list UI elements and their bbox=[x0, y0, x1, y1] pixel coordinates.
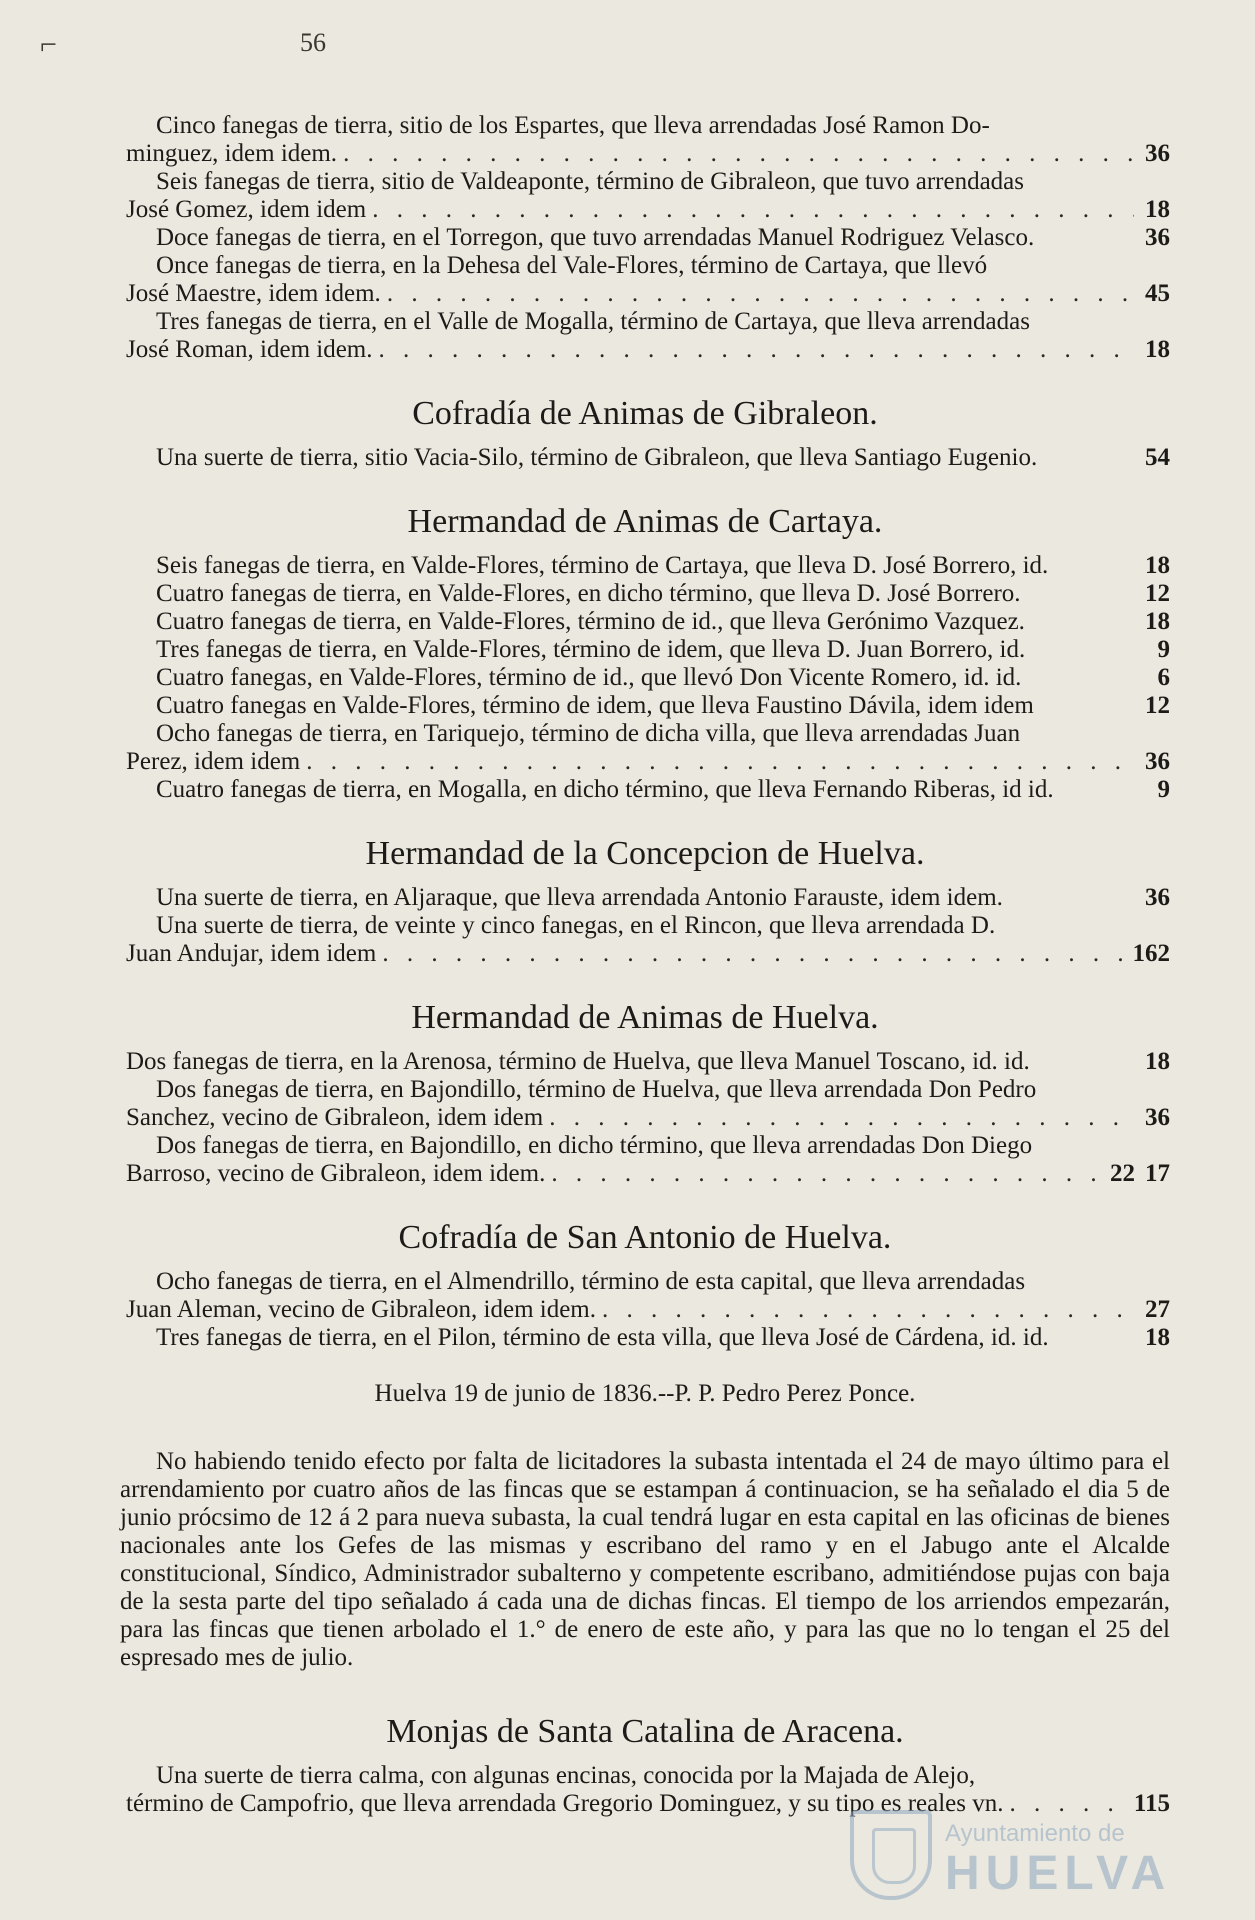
entry-line bbox=[120, 1076, 1170, 1104]
entry-text: Juan Andujar, idem idem bbox=[126, 940, 377, 967]
land-entry bbox=[120, 252, 1170, 308]
land-entry bbox=[120, 884, 1170, 912]
dot-leader bbox=[382, 940, 1126, 968]
land-entry bbox=[120, 1324, 1170, 1352]
dot-leader bbox=[551, 1160, 1099, 1188]
corner-mark: ⌐ bbox=[40, 28, 57, 61]
dot-leader bbox=[549, 1104, 1134, 1132]
entry-text: Dos fanegas de tierra, en la Arenosa, término de Huelva, que lleva Manuel Toscano, id. id. bbox=[126, 1048, 1030, 1075]
entry-line bbox=[120, 636, 1170, 664]
land-entry bbox=[120, 112, 1170, 168]
auction-notice: No habiendo tenido efecto por falta de licitadores la subasta intentada el 24 de mayo último para el arrendamiento por cuatro años de las fincas que se estampan á continuacion, se ha señalado el dia 5 de junio prócsimo de 12 á 2 para nueva subasta, la cual tendrá lugar en esta capital en las oficinas de bienes nacionales ante los Gefes de las mismas y escribano del ramo y en el Jabugo ante el Alcalde constitucional, Síndico, Administrador subalterno y competente escribano, admitiéndose pujas con baja de la sesta parte del tipo señalado á cada una de dichas fincas. El tiempo de los arriendos empezarán, para las fincas que tienen arbolado el 1.° de enero de este año, y para las que no lo tengan el 25 del espresado mes de julio. bbox=[120, 1448, 1170, 1671]
entry-line bbox=[120, 580, 1170, 608]
entry-line bbox=[120, 1762, 1170, 1790]
entry-text: Once fanegas de tierra, en la Dehesa del Vale-Flores, término de Cartaya, que llevó bbox=[156, 252, 988, 279]
entry-line bbox=[120, 1048, 1170, 1076]
land-entry bbox=[120, 308, 1170, 364]
entry-line bbox=[120, 1104, 1170, 1132]
entry-line bbox=[120, 308, 1170, 336]
entry-text: José Maestre, idem idem. bbox=[126, 280, 381, 307]
land-entry bbox=[120, 608, 1170, 636]
entry-line bbox=[120, 748, 1170, 776]
entry-text: Cuatro fanegas de tierra, en Mogalla, en dicho término, que lleva Fernando Riberas, id id. bbox=[156, 776, 1054, 803]
section-heading: Monjas de Santa Catalina de Aracena. bbox=[386, 1713, 904, 1750]
dot-leader bbox=[372, 196, 1134, 224]
entry-amount: 36 bbox=[1145, 1104, 1170, 1131]
entry-amount: 45 bbox=[1145, 280, 1170, 307]
land-entry bbox=[120, 444, 1170, 472]
land-entry bbox=[120, 776, 1170, 804]
entry-line bbox=[120, 444, 1170, 472]
entry-line bbox=[120, 776, 1170, 804]
land-entry bbox=[120, 664, 1170, 692]
entry-line bbox=[120, 1132, 1170, 1160]
entry-line bbox=[120, 280, 1170, 308]
land-entry bbox=[120, 692, 1170, 720]
entry-line bbox=[120, 140, 1170, 168]
entry-text: Ocho fanegas de tierra, en el Almendrillo, término de esta capital, que lleva arrendadas bbox=[156, 1268, 1026, 1295]
entry-text: Barroso, vecino de Gibraleon, idem idem. bbox=[126, 1160, 546, 1187]
section-heading: Cofradía de San Antonio de Huelva. bbox=[398, 1219, 892, 1256]
entry-line bbox=[120, 940, 1170, 968]
entry-line bbox=[120, 884, 1170, 912]
entry-amount: 115 bbox=[1133, 1790, 1170, 1817]
entry-amount: 27 bbox=[1145, 1296, 1170, 1323]
entry-text: Perez, idem idem bbox=[126, 748, 301, 775]
entry-line bbox=[120, 1268, 1170, 1296]
section-heading: Hermandad de la Concepcion de Huelva. bbox=[365, 835, 925, 872]
entry-amount: 18 bbox=[1145, 336, 1170, 363]
entry-text: Cuatro fanegas de tierra, en Valde-Flores, término de id., que lleva Gerónimo Vazquez. bbox=[156, 608, 1025, 635]
entry-text: minguez, idem idem. bbox=[126, 140, 338, 167]
entry-text: Una suerte de tierra calma, con algunas encinas, conocida por la Majada de Alejo, bbox=[156, 1762, 976, 1789]
entry-text: término de Campofrio, que lleva arrendada Gregorio Dominguez, y su tipo es reales vn. bbox=[126, 1790, 1004, 1817]
entry-text: Sanchez, vecino de Gibraleon, idem idem bbox=[126, 1104, 544, 1131]
entry-text: José Roman, idem idem. bbox=[126, 336, 373, 363]
dot-leader bbox=[387, 280, 1134, 308]
entry-amount: 36 bbox=[1145, 140, 1170, 167]
section-heading: Hermandad de Animas de Cartaya. bbox=[407, 503, 883, 540]
document-body bbox=[120, 112, 1170, 1818]
dot-leader bbox=[602, 1296, 1134, 1324]
entry-text: Seis fanegas de tierra, en Valde-Flores, término de Cartaya, que lleva D. José Borrero, id. bbox=[156, 552, 1049, 579]
land-entry bbox=[120, 224, 1170, 252]
entry-amount: 36 bbox=[1145, 884, 1170, 911]
entry-amount: 18 bbox=[1145, 552, 1170, 579]
dot-leader bbox=[343, 140, 1134, 168]
entry-line bbox=[120, 1296, 1170, 1324]
entry-line bbox=[120, 1160, 1170, 1188]
entry-line bbox=[120, 608, 1170, 636]
entry-line bbox=[120, 252, 1170, 280]
entry-amount: 9 bbox=[1157, 776, 1170, 803]
entry-amount: 162 bbox=[1132, 940, 1170, 967]
land-entry bbox=[120, 552, 1170, 580]
entry-line bbox=[120, 664, 1170, 692]
entry-text: Cuatro fanegas de tierra, en Valde-Flores, en dicho término, que lleva D. José Borrero. bbox=[156, 580, 1021, 607]
entry-amount: 12 bbox=[1145, 692, 1170, 719]
entry-text: Tres fanegas de tierra, en el Pilon, término de esta villa, que lleva José de Cárdena, id. id. bbox=[156, 1324, 1049, 1351]
land-entry bbox=[120, 1268, 1170, 1324]
entry-amount: 18 bbox=[1145, 608, 1170, 635]
land-entry bbox=[120, 580, 1170, 608]
entry-text: Tres fanegas de tierra, en el Valle de Mogalla, término de Cartaya, que lleva arrendadas bbox=[156, 308, 1030, 335]
entry-line bbox=[120, 692, 1170, 720]
entry-amount: 22 bbox=[1110, 1160, 1135, 1187]
entry-amount: 54 bbox=[1145, 444, 1170, 471]
entry-text: Cinco fanegas de tierra, sitio de los Espartes, que lleva arrendadas José Ramon Do- bbox=[156, 112, 990, 139]
entry-amount: 6 bbox=[1157, 664, 1170, 691]
entry-line bbox=[120, 224, 1170, 252]
entry-line bbox=[120, 112, 1170, 140]
watermark-line1: Ayuntamiento de bbox=[945, 1820, 1125, 1847]
entry-text: Doce fanegas de tierra, en el Torregon, que tuvo arrendadas Manuel Rodriguez Velasco. bbox=[156, 224, 1035, 251]
entry-text: Cuatro fanegas, en Valde-Flores, término de id., que llevó Don Vicente Romero, id. id. bbox=[156, 664, 1022, 691]
page-number: 56 bbox=[300, 28, 326, 57]
land-entry bbox=[120, 1048, 1170, 1076]
section-heading: Hermandad de Animas de Huelva. bbox=[411, 999, 879, 1036]
entry-amount: 9 bbox=[1157, 636, 1170, 663]
entry-text: Cuatro fanegas en Valde-Flores, término de idem, que lleva Faustino Dávila, idem idem bbox=[156, 692, 1034, 719]
entry-text: Juan Aleman, vecino de Gibraleon, idem idem. bbox=[126, 1296, 597, 1323]
entry-text: José Gomez, idem idem bbox=[126, 196, 367, 223]
land-entry bbox=[120, 1132, 1170, 1188]
dot-leader bbox=[379, 336, 1135, 364]
entry-amount: 18 bbox=[1145, 1324, 1170, 1351]
entry-text: Una suerte de tierra, sitio Vacia-Silo, término de Gibraleon, que lleva Santiago Eugenio. bbox=[156, 444, 1038, 471]
entry-amount: 18 bbox=[1145, 1048, 1170, 1075]
entry-line bbox=[120, 912, 1170, 940]
entry-text: Dos fanegas de tierra, en Bajondillo, término de Huelva, que lleva arrendada Don Pedro bbox=[156, 1076, 1037, 1103]
land-entry bbox=[120, 1076, 1170, 1132]
entry-amount-secondary: 17 bbox=[1145, 1160, 1170, 1187]
land-entry bbox=[120, 636, 1170, 664]
entry-text: Tres fanegas de tierra, en Valde-Flores, término de idem, que lleva D. Juan Borrero, id. bbox=[156, 636, 1026, 663]
entry-line bbox=[120, 552, 1170, 580]
entry-line bbox=[120, 336, 1170, 364]
entry-line bbox=[120, 196, 1170, 224]
entry-amount: 18 bbox=[1145, 196, 1170, 223]
land-entry bbox=[120, 720, 1170, 776]
entry-amount: 36 bbox=[1145, 224, 1170, 251]
watermark-line2: HUELVA bbox=[945, 1847, 1172, 1900]
coat-of-arms-icon bbox=[850, 1810, 932, 1900]
entry-amount: 12 bbox=[1145, 580, 1170, 607]
entry-text: Ocho fanegas de tierra, en Tariquejo, término de dicha villa, que lleva arrendadas Juan bbox=[156, 720, 1021, 747]
archive-watermark bbox=[850, 1810, 1180, 1900]
dateline-signature: Huelva 19 de junio de 1836.--P. P. Pedro Perez Ponce. bbox=[374, 1380, 916, 1407]
land-entry bbox=[120, 912, 1170, 968]
entry-line bbox=[120, 720, 1170, 748]
entry-text: Una suerte de tierra, de veinte y cinco fanegas, en el Rincon, que lleva arrendada D. bbox=[156, 912, 996, 939]
dot-leader bbox=[306, 748, 1134, 776]
entry-text: Dos fanegas de tierra, en Bajondillo, en dicho término, que lleva arrendadas Don Diego bbox=[156, 1132, 1033, 1159]
entry-line bbox=[120, 1324, 1170, 1352]
land-entry bbox=[120, 168, 1170, 224]
entry-amount: 36 bbox=[1145, 748, 1170, 775]
entry-text: Seis fanegas de tierra, sitio de Valdeaponte, término de Gibraleon, que tuvo arrendadas bbox=[156, 168, 1024, 195]
entry-text: Una suerte de tierra, en Aljaraque, que lleva arrendada Antonio Farauste, idem idem. bbox=[156, 884, 1003, 911]
section-heading: Cofradía de Animas de Gibraleon. bbox=[412, 395, 878, 432]
entry-line bbox=[120, 168, 1170, 196]
